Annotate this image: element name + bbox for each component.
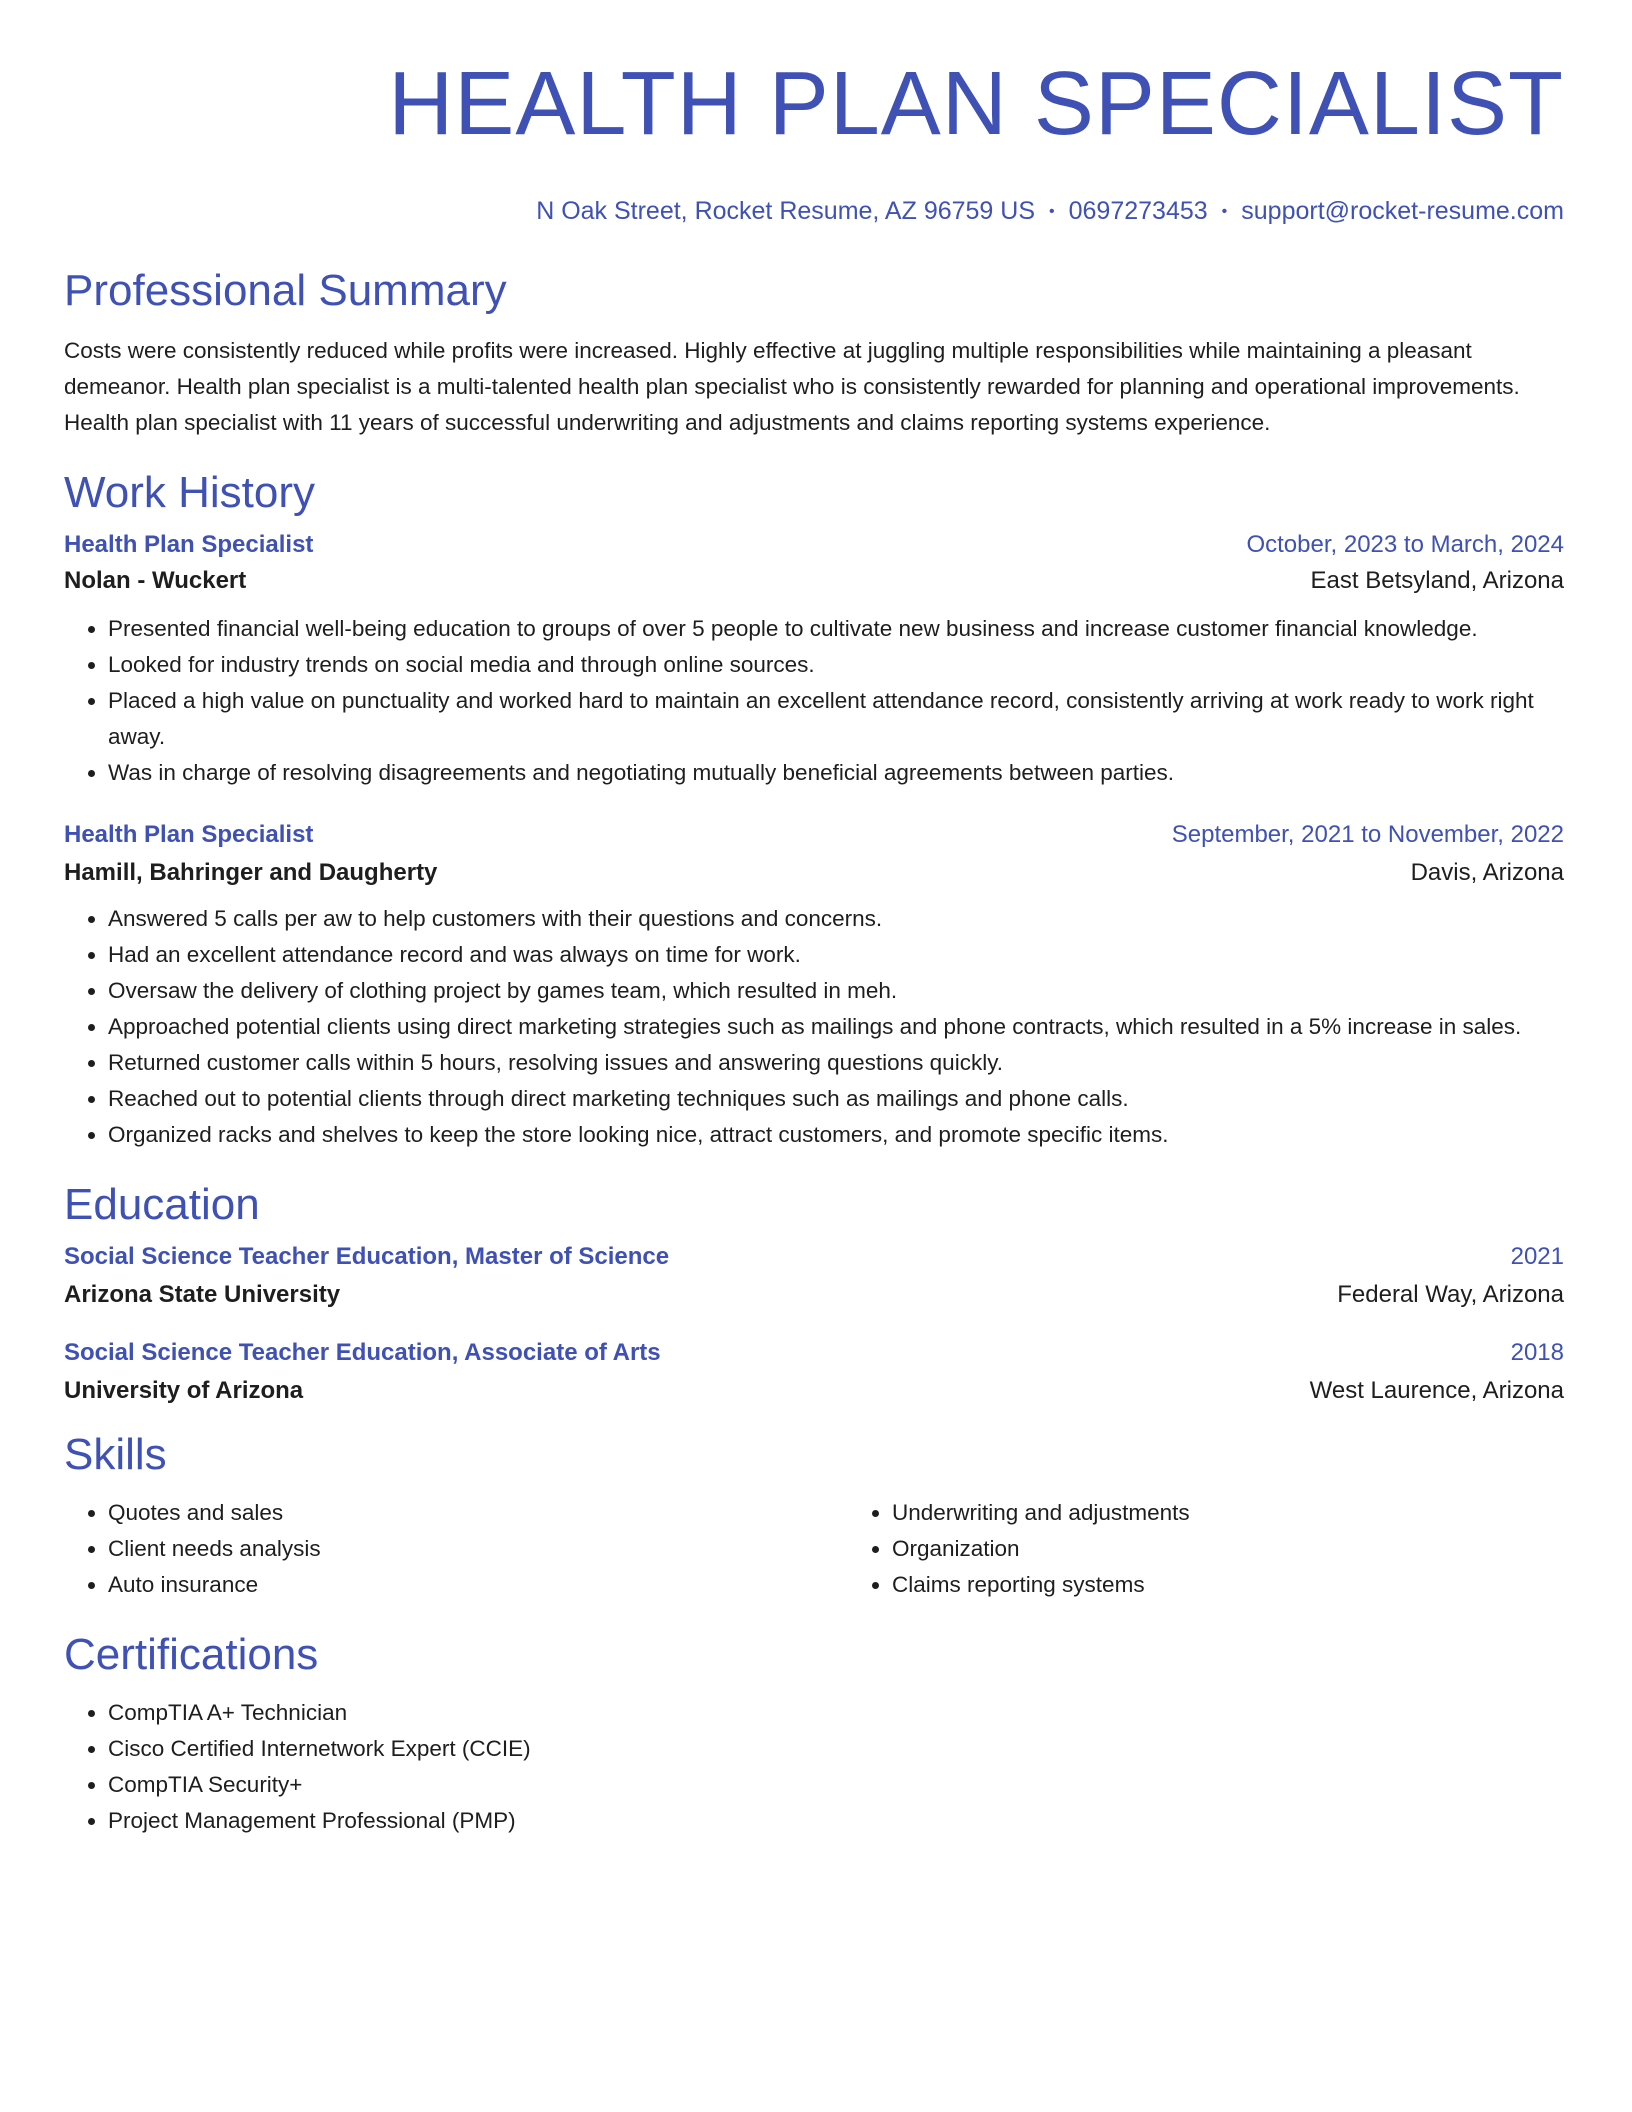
job-location: Davis, Arizona [1410,859,1564,886]
job-dates: October, 2023 to March, 2024 [1246,531,1564,558]
job-location: East Betsyland, Arizona [1310,567,1564,594]
school-location: Federal Way, Arizona [1337,1281,1564,1308]
email-link[interactable]: support@rocket-resume.com [1241,197,1564,225]
skills-list-right [848,1495,1632,1603]
list-item: • Organization [892,1531,1632,1567]
resume-page [64,48,1564,1839]
list-item: • CompTIA A+ Technician [108,1695,1564,1731]
education-header [64,1339,1564,1367]
list-item: • Client needs analysis [108,1531,848,1567]
degree: Social Science Teacher Education, Master of Science [64,1243,670,1270]
list-item: • Organized racks and shelves to keep the store looking nice, attract customers, and promote specific items. [108,1117,1564,1153]
education-header [64,1243,1564,1271]
summary-text: Costs were consistently reduced while profits were increased. Highly effective at juggling multiple responsibilities while maintaining a pleasant demeanor. Health plan specialist is a multi-talented health plan specialist who is consistently rewarded for planning and operational improvements. Health plan specialist with 11 years of successful underwriting and adjustments and claims reporting systems experience. [64,338,1520,435]
job-header [64,531,1564,559]
school: Arizona State University [64,1281,341,1308]
degree: Social Science Teacher Education, Associate of Arts [64,1339,661,1366]
list-item: • Returned customer calls within 5 hours, resolving issues and answering questions quickly. [108,1045,1564,1081]
list-item: • Project Management Professional (PMP) [108,1803,1564,1839]
job-entry [64,531,1564,791]
graduation-year: 2021 [1510,1243,1564,1270]
employer: Hamill, Bahringer and Daugherty [64,859,438,886]
contact-line [64,194,1564,229]
list-item: • Cisco Certified Internetwork Expert (CCIE) [108,1731,1564,1767]
separator-dot: • [1049,203,1055,220]
job-header [64,821,1564,849]
list-item: • Placed a high value on punctuality and worked hard to maintain an excellent attendance record, consistently arriving at work ready to work right away. [108,683,1564,755]
skills-heading: Skills [64,1430,167,1479]
address: N Oak Street, Rocket Resume, AZ 96759 US [536,197,1036,225]
job-subheader [64,567,1564,595]
job-title: Health Plan Specialist [64,821,314,848]
job-bullets [64,901,1564,1153]
list-item: • Oversaw the delivery of clothing project by games team, which resulted in meh. [108,973,1564,1009]
list-item: • Quotes and sales [108,1495,848,1531]
list-item: • CompTIA Security+ [108,1767,1564,1803]
graduation-year: 2018 [1510,1339,1564,1366]
page-title: HEALTH PLAN SPECIALIST [388,54,1564,154]
education-entry [64,1243,1564,1309]
skills-list-left [64,1495,848,1603]
employer: Nolan - Wuckert [64,567,247,594]
school: University of Arizona [64,1377,304,1404]
work-history-heading: Work History [64,468,315,517]
list-item: • Had an excellent attendance record and was always on time for work. [108,937,1564,973]
list-item: • Underwriting and adjustments [892,1495,1632,1531]
list-item: • Presented financial well-being education to groups of over 5 people to cultivate new business and increase customer financial knowledge. [108,611,1564,647]
list-item: • Reached out to potential clients through direct marketing techniques such as mailings and phone calls. [108,1081,1564,1117]
summary-heading: Professional Summary [64,266,507,315]
list-item: • Auto insurance [108,1567,848,1603]
list-item: • Looked for industry trends on social media and through online sources. [108,647,1564,683]
list-item: • Answered 5 calls per aw to help customers with their questions and concerns. [108,901,1564,937]
job-title: Health Plan Specialist [64,531,314,558]
skills-columns [64,1495,1564,1603]
separator-dot: • [1221,203,1228,220]
job-subheader [64,859,1564,887]
job-dates: September, 2021 to November, 2022 [1171,821,1564,848]
education-heading: Education [64,1180,260,1229]
certifications-list [64,1695,1564,1839]
list-item: • Claims reporting systems [892,1567,1632,1603]
education-entry [64,1339,1564,1405]
list-item: • Was in charge of resolving disagreements and negotiating mutually beneficial agreements between parties. [108,755,1564,791]
list-item: • Approached potential clients using direct marketing strategies such as mailings and phone contracts, which resulted in a 5% increase in sales. [108,1009,1564,1045]
certifications-heading: Certifications [64,1630,319,1679]
school-location: West Laurence, Arizona [1309,1377,1564,1404]
job-entry [64,821,1564,1153]
education-subheader [64,1281,1564,1309]
job-bullets [64,611,1564,791]
education-subheader [64,1377,1564,1405]
phone: 0697273453 [1068,197,1208,225]
